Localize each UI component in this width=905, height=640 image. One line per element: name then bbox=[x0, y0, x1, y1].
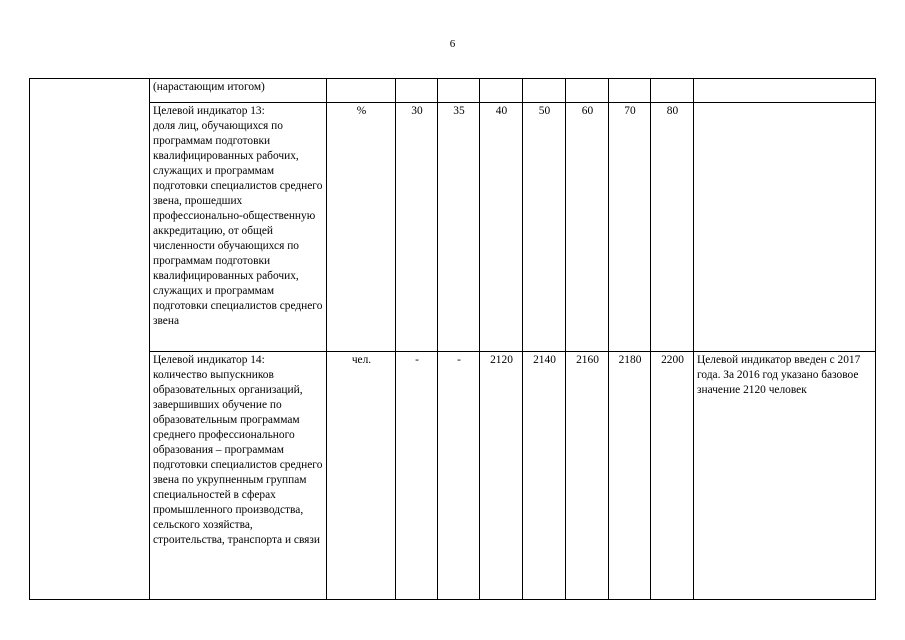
indicator-description: (нарастающим итогом) bbox=[150, 79, 327, 103]
page-number: 6 bbox=[449, 38, 456, 50]
value-cell: 30 bbox=[396, 103, 438, 352]
table-body bbox=[30, 79, 876, 600]
unit-cell: чел. bbox=[327, 352, 396, 600]
value-cell bbox=[523, 79, 566, 103]
value-cell: 40 bbox=[480, 103, 523, 352]
value-cell: 2200 bbox=[651, 352, 694, 600]
table-row bbox=[30, 103, 876, 352]
note-cell bbox=[694, 103, 876, 352]
value-cell: 2120 bbox=[480, 352, 523, 600]
value-cell bbox=[396, 79, 438, 103]
value-cell bbox=[609, 79, 651, 103]
value-cell: - bbox=[396, 352, 438, 600]
value-cell bbox=[438, 79, 480, 103]
indicator-description: Целевой индикатор 14: количество выпускников образовательных организаций, завершивших обучение по образовательным программам среднего профессионального образования – программам подготовки специалистов среднего звена по укрупненным группам специальностей в сферах промышленного производства, сельского хозяйства, строительства, транспорта и связи bbox=[150, 352, 327, 600]
value-cell: 35 bbox=[438, 103, 480, 352]
table-row bbox=[30, 79, 876, 103]
unit-cell bbox=[327, 79, 396, 103]
value-cell: 60 bbox=[566, 103, 609, 352]
note-cell bbox=[694, 79, 876, 103]
note-cell: Целевой индикатор введен с 2017 года. За 2016 год указано базовое значение 2120 человек bbox=[694, 352, 876, 600]
value-cell: - bbox=[438, 352, 480, 600]
value-cell: 50 bbox=[523, 103, 566, 352]
value-cell: 2180 bbox=[609, 352, 651, 600]
indicator-description: Целевой индикатор 13: доля лиц, обучающихся по программам подготовки квалифицированных рабочих, служащих и программам подготовки специалистов среднего звена, прошедших профессионально-общественную аккредитацию, от общей численности обучающихся по программам подготовки квалифицированных рабочих, служащих и программам подготовки специалистов среднего звена bbox=[150, 103, 327, 352]
value-cell bbox=[480, 79, 523, 103]
value-cell bbox=[651, 79, 694, 103]
value-cell: 80 bbox=[651, 103, 694, 352]
table-row bbox=[30, 352, 876, 600]
value-cell: 2140 bbox=[523, 352, 566, 600]
unit-cell: % bbox=[327, 103, 396, 352]
indicators-table bbox=[29, 78, 876, 600]
value-cell: 2160 bbox=[566, 352, 609, 600]
value-cell: 70 bbox=[609, 103, 651, 352]
merged-left-cell bbox=[30, 79, 150, 600]
value-cell bbox=[566, 79, 609, 103]
